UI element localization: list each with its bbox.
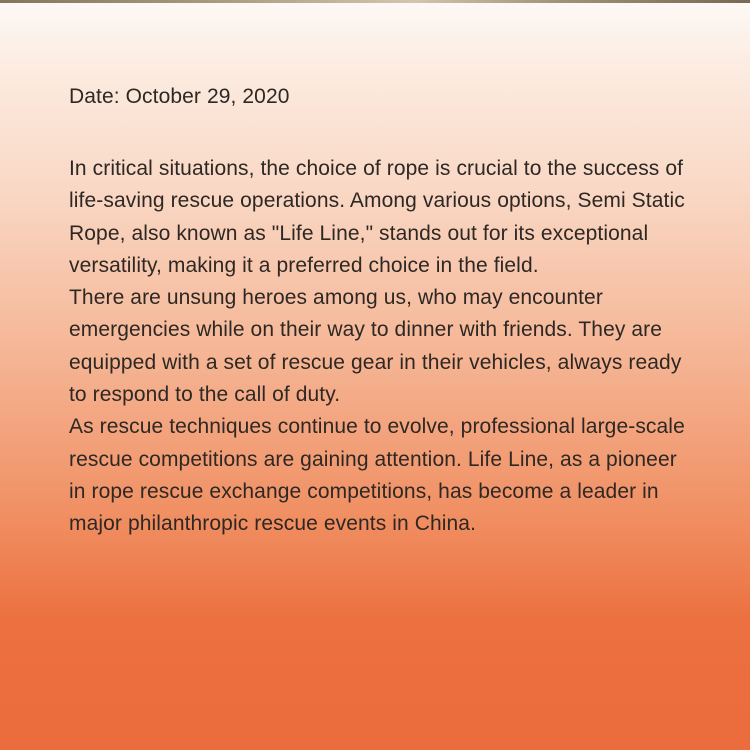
paragraph-unsung-heroes: There are unsung heroes among us, who may encounter emergencies while on their way to dinner with friends. They are equipped with a set of rescue gear in their vehicles, always ready to respond to the call of duty.: [69, 286, 682, 407]
document-body: [69, 81, 693, 541]
date-line: Date: October 29, 2020: [69, 85, 290, 108]
paragraph-rope-choice: In critical situations, the choice of rope is crucial to the success of life-saving rescue operations. Among various options, Semi Static Rope, also known as "Life Line," stands out for its exceptional versatility, making it a preferred choice in the field.: [69, 157, 685, 277]
top-image-strip: [0, 0, 750, 3]
paragraph-rescue-competitions: As rescue techniques continue to evolve, professional large-scale rescue competitions are gaining attention. Life Line, as a pioneer in rope rescue exchange competitions, has become a leader in major philanthropic rescue events in China.: [69, 415, 685, 536]
